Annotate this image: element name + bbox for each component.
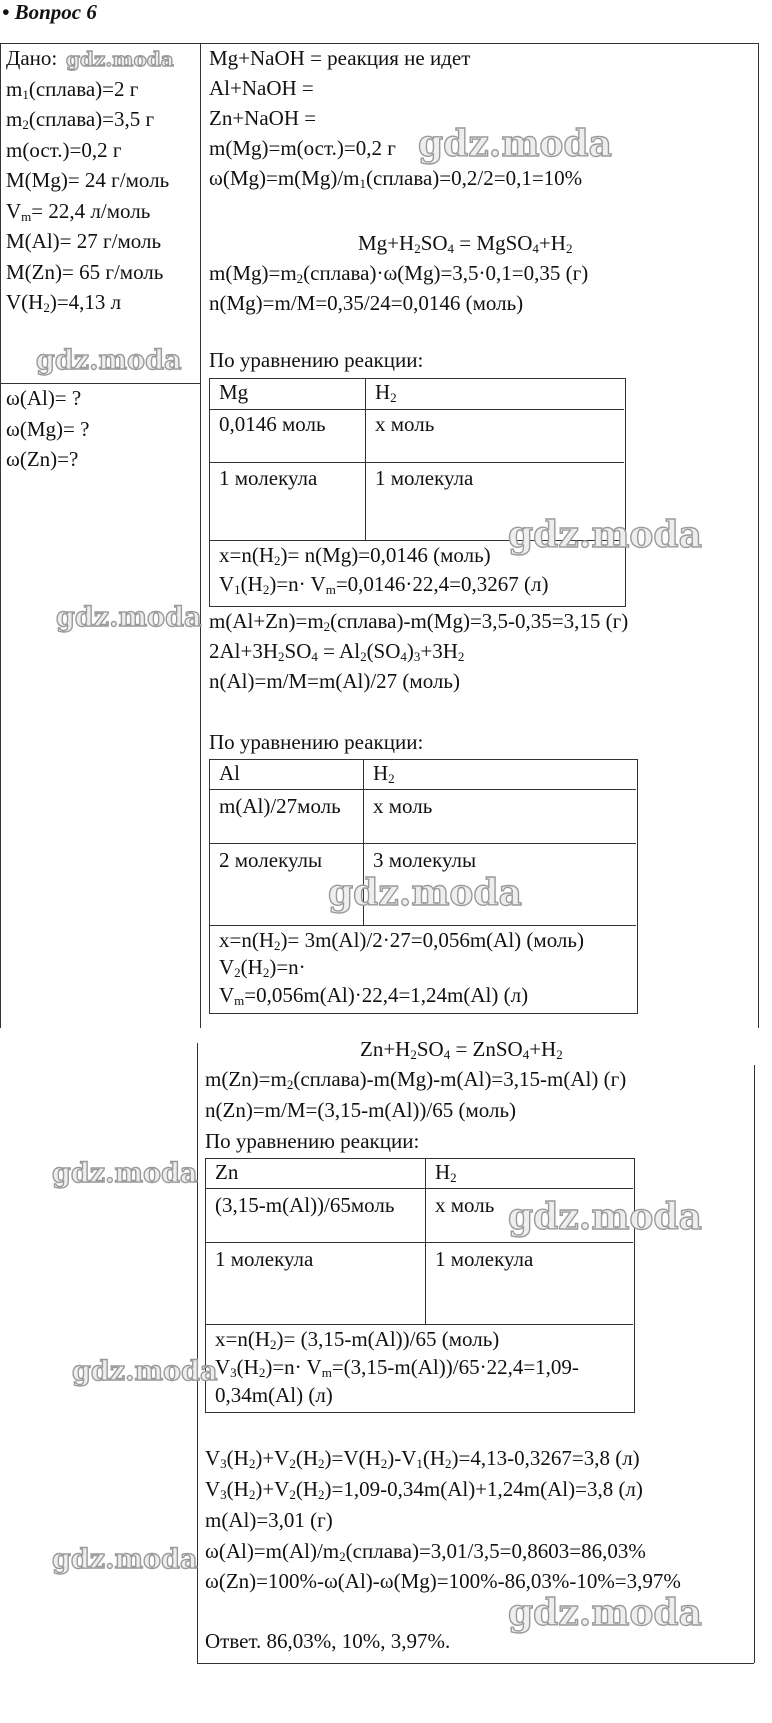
sol-line-16: ω(Zn)=100%-ω(Al)-ω(Mg)=100%-86,03%-10%=3,97%: [205, 1569, 681, 1593]
table-cell: 1 молекула: [219, 466, 318, 490]
frame-right-2: [754, 1065, 755, 1663]
table-formula: $х=n(H_2)= 3m(Al)/2\cdot 27=0,056m(Al)$ (моль): [219, 928, 584, 953]
by-equation-3: По уравнению реакции:: [205, 1129, 420, 1153]
table-cell: Mg: [219, 380, 249, 404]
by-equation-2: По уравнению реакции:: [209, 730, 424, 754]
sol-line-9: n(Al)=m/M=m(Al)/27 (моль): [209, 669, 460, 693]
table-cell: (3,15-m(Al))/65моль: [215, 1193, 395, 1217]
by-equation-1: По уравнению реакции:: [209, 348, 424, 372]
frame-bottom: [197, 1663, 754, 1664]
sol-line-1: Mg+NaOH = реакция не идет: [209, 46, 471, 70]
table-cell: $H_2$: [375, 380, 397, 405]
table-cell: 1 молекула: [215, 1247, 314, 1271]
given-label: Дано:: [6, 46, 58, 70]
sol-line-12: $V_3(H_2)+V_2(H_2)=V(H_2)-V_1(H_2)=4,13-0,3267=3,8$ (л): [205, 1446, 640, 1471]
table-cell: х моль: [435, 1193, 495, 1217]
table-col-line: [365, 378, 366, 540]
table-cell: 1 молекула: [435, 1247, 534, 1271]
given-M-Zn: M(Zn)= 65 г/моль: [6, 260, 164, 284]
sol-line-3: Zn+NaOH =: [209, 106, 317, 130]
table-row-line: [205, 1188, 633, 1189]
watermark-logo: gdz.moda: [508, 1592, 702, 1634]
frame-left-1: [0, 43, 1, 1028]
table-cell: х моль: [375, 412, 435, 436]
table-formula: $х=n(H_2)= n(Mg)=0,0146$ (моль): [219, 543, 491, 568]
sol-line-2: Al+NaOH =: [209, 76, 314, 100]
table-cell: 1 молекула: [375, 466, 474, 490]
table-formula: $V_m=0,056m(Al)\cdot 22,4=1,24m(Al)$ (л): [219, 983, 529, 1008]
table-cell: m(Al)/27моль: [219, 794, 341, 818]
find-w-al: ω(Al)= ?: [6, 386, 82, 410]
watermark-logo: gdz.moda: [418, 123, 612, 165]
table-row-line: [209, 843, 636, 844]
find-w-mg: ω(Mg)= ?: [6, 417, 90, 441]
frame-divider-1: [200, 43, 201, 1028]
table-cell: $H_2$: [435, 1160, 457, 1185]
sol-line-15: $\omega(Al)=m(Al)/m_2(сплава)=3,01/3,5=0,8603=86,03\%$: [205, 1539, 646, 1564]
table-cell: 3 молекулы: [373, 848, 477, 872]
sol-line-4: m(Mg)=m(ост.)=0,2 г: [209, 136, 396, 160]
sol-line-6: $m(Mg)=m_2(сплава)\cdot\omega(Mg)=3,5\cdot 0,1=0,35$ (г): [209, 261, 589, 286]
sol-line-5: $\omega(Mg)=m(Mg)/m_1(сплава)=0,2/2=0,1=10\%$: [209, 166, 583, 191]
given-Vm: $V_m= 22,4$ л/моль: [6, 199, 151, 224]
table-row-line: [209, 925, 636, 926]
frame-right-1: [758, 43, 759, 1028]
answer: Ответ. 86,03%, 10%, 3,97%.: [205, 1629, 451, 1653]
equation-mg: $Mg+H_2SO_4$ = $MgSO_4+H_2$: [358, 231, 573, 256]
watermark-logo: gdz.moda: [66, 47, 174, 71]
sol-line-10: $m(Zn)=m_2(сплава)-m(Mg)-m(Al)=3,15-m(Al)$ (г): [205, 1067, 627, 1092]
watermark-logo: gdz.moda: [56, 602, 202, 633]
watermark-logo: gdz.moda: [328, 872, 522, 914]
table-formula: $V_1(H_2)=n\cdot V_m=0,0146\cdot 22,4=0,3267$ (л): [219, 572, 549, 597]
table-formula: $х=n(H_2)= (3,15-m(Al))/65$ (моль): [215, 1327, 500, 1352]
watermark-logo: gdz.moda: [508, 1196, 702, 1238]
table-cell: 0,0146 моль: [219, 412, 326, 436]
watermark-logo: gdz.moda: [508, 514, 702, 556]
equation-al: $2Al+3H_2SO_4 = Al_2(SO_4)_3+3H_2$: [209, 639, 465, 664]
sol-line-11: n(Zn)=m/M=(3,15-m(Al))/65 (моль): [205, 1098, 517, 1122]
given-V-H2: $V(H_2)=4,13$ л: [6, 290, 122, 315]
table-cell: $H_2$: [373, 761, 395, 786]
table-cell: Al: [219, 761, 240, 785]
page-title: • Вопрос 6: [2, 0, 97, 24]
table-row-line: [205, 1324, 633, 1325]
table-row-line: [209, 409, 624, 410]
watermark-logo: gdz.moda: [36, 345, 182, 376]
given-m2: $m_2(сплава)=3,5$ г: [6, 107, 155, 132]
sol-line-7: n(Mg)=m/M=0,35/24=0,0146 (моль): [209, 291, 524, 315]
table-row-line: [209, 789, 636, 790]
table-cell: х моль: [373, 794, 433, 818]
table-row-line: [209, 462, 624, 463]
table-formula: $V_2(H_2)=n\cdot$: [219, 955, 306, 980]
sol-line-13: $V_3(H_2)+V_2(H_2)=1,09-0,34m(Al)+1,24m(Al)=3,8$ (л): [205, 1477, 643, 1502]
find-w-zn: ω(Zn)=?: [6, 447, 79, 471]
given-m-ost: m(ост.)=0,2 г: [6, 138, 122, 162]
given-M-Al: M(Al)= 27 г/моль: [6, 229, 162, 253]
equation-zn: $Zn+H_2SO_4$ = $ZnSO_4+H_2$: [360, 1037, 563, 1062]
watermark-logo: gdz.moda: [52, 1158, 198, 1189]
watermark-logo: gdz.moda: [52, 1544, 198, 1575]
table-row-line: [205, 1242, 633, 1243]
sol-line-8: $m(Al+Zn)=m_2(сплава)-m(Mg)=3,5-0,35=3,15$ (г): [209, 609, 629, 634]
given-M-Mg: M(Mg)= 24 г/моль: [6, 168, 170, 192]
table-col-line: [425, 1158, 426, 1324]
table-cell: 2 молекулы: [219, 848, 323, 872]
table-formula: $V_3(H_2)=n\cdot V_m=(3,15-m(Al))/65\cdot 22,4=1,09-$: [215, 1355, 579, 1380]
given-m1: $m_1(сплава)=2$ г: [6, 77, 139, 102]
watermark-logo: gdz.moda: [72, 1356, 218, 1387]
table-formula: 0,34m(Al) (л): [215, 1383, 333, 1407]
sol-line-14: m(Al)=3,01 (г): [205, 1508, 333, 1532]
table-cell: Zn: [215, 1160, 239, 1184]
